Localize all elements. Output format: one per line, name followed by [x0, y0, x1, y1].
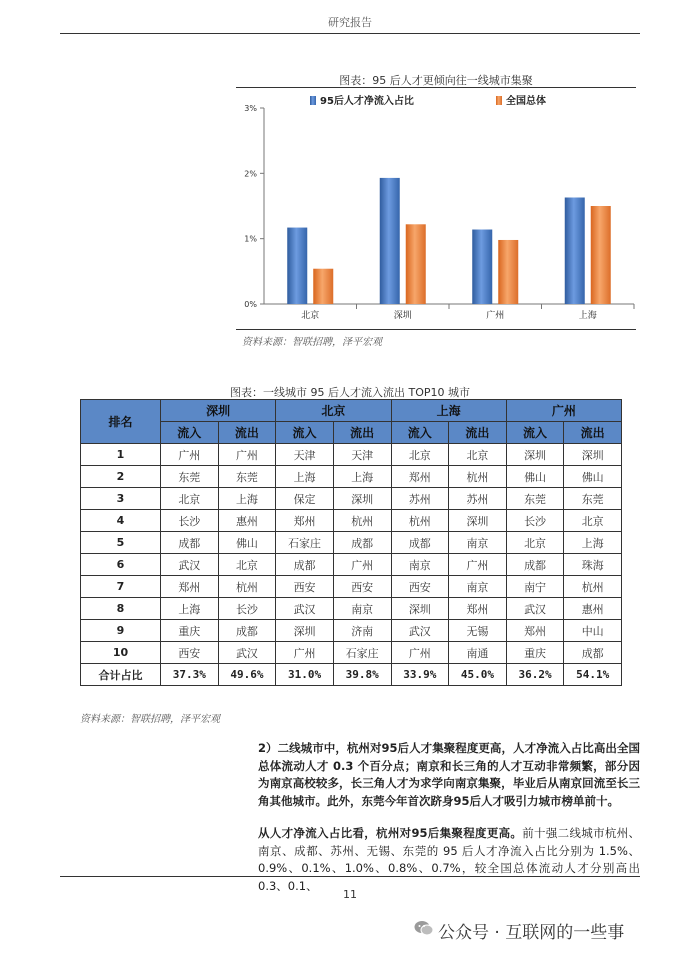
rank-cell: 9 [81, 620, 161, 642]
city-cell: 石家庄 [333, 642, 391, 664]
city-cell: 东莞 [218, 466, 276, 488]
y-tick-label: 1% [244, 234, 257, 244]
city-cell: 保定 [276, 488, 334, 510]
city-cell: 北京 [564, 510, 622, 532]
bar-national-total [591, 206, 611, 304]
city-cell: 广州 [391, 642, 449, 664]
city-cell: 北京 [161, 488, 219, 510]
watermark-text: 公众号 · 互联网的一些事 [438, 923, 625, 943]
city-cell: 深圳 [506, 444, 564, 466]
page-number: 11 [343, 888, 357, 901]
total-share-cell: 45.0% [449, 664, 507, 686]
figure2-source: 资料来源：智联招聘，泽平宏观 [80, 714, 220, 725]
x-tick-label: 北京 [301, 311, 320, 321]
city-cell: 长沙 [506, 510, 564, 532]
city-cell: 上海 [333, 466, 391, 488]
legend-label: 95后人才净流入占比 [320, 96, 414, 107]
rank-header: 排名 [81, 400, 161, 444]
city-cell: 南京 [391, 554, 449, 576]
city-cell: 西安 [391, 576, 449, 598]
table-row [81, 554, 622, 576]
rank-cell: 8 [81, 598, 161, 620]
y-tick-label: 0% [244, 300, 257, 309]
paragraph-1-text: 2）二线城市中，杭州对95后人才集聚程度更高，人才净流入占比高出全国总体流动人才 0.3 个百分点；南京和长三角的人才互动非常频繁，部分因为南京高校较多，长三角人才为求学向南京集聚，毕业后从南京回流至长三角其他城市。此外，东莞今年首次跻身95后人才吸引力城市榜单前十。 [258, 741, 640, 808]
sub-header-in: 流入 [161, 422, 219, 444]
rank-cell: 6 [81, 554, 161, 576]
bar-95-net-inflow [287, 228, 307, 304]
city-header-shenzhen: 深圳 [161, 400, 276, 422]
city-cell: 郑州 [161, 576, 219, 598]
city-cell: 长沙 [161, 510, 219, 532]
table-row [81, 532, 622, 554]
paragraph-2-text: 前十强二线城市杭州、南京、成都、苏州、无锡、东莞的 95 后人才净流入占比分别为 1.5%、0.9%、0.1%、1.0%、0.8%、0.7%，较全国总体流动人才分别高出 0.3、0.1、 [258, 826, 640, 893]
city-cell: 中山 [564, 620, 622, 642]
sub-header-out: 流出 [449, 422, 507, 444]
figure1-bar-chart [236, 90, 636, 326]
city-cell: 杭州 [333, 510, 391, 532]
total-share-cell: 54.1% [564, 664, 622, 686]
city-cell: 北京 [449, 444, 507, 466]
rank-cell: 2 [81, 466, 161, 488]
city-cell: 成都 [333, 532, 391, 554]
city-cell: 上海 [276, 466, 334, 488]
city-cell: 惠州 [564, 598, 622, 620]
figure2-title: 图表：一线城市 95 后人才流入流出 TOP10 城市 [230, 386, 470, 399]
city-header-shanghai: 上海 [391, 400, 506, 422]
city-cell: 天津 [333, 444, 391, 466]
legend-swatch [496, 96, 502, 105]
city-cell: 南宁 [506, 576, 564, 598]
city-cell: 北京 [391, 444, 449, 466]
city-cell: 无锡 [449, 620, 507, 642]
total-share-cell: 39.8% [333, 664, 391, 686]
city-cell: 长沙 [218, 598, 276, 620]
city-cell: 深圳 [391, 598, 449, 620]
table-row [81, 510, 622, 532]
header-rule [60, 33, 640, 34]
city-cell: 西安 [276, 576, 334, 598]
city-cell: 南京 [449, 532, 507, 554]
city-header-beijing: 北京 [276, 400, 391, 422]
sub-header-in: 流入 [276, 422, 334, 444]
city-cell: 佛山 [564, 466, 622, 488]
figure1-source: 资料来源：智联招聘，泽平宏观 [242, 337, 382, 348]
table-row [81, 620, 622, 642]
city-cell: 成都 [564, 642, 622, 664]
y-tick-label: 2% [244, 169, 257, 179]
total-label-cell: 合计占比 [81, 664, 161, 686]
city-cell: 广州 [218, 444, 276, 466]
paragraph-2-lead: 从人才净流入占比看，杭州对95后集聚程度更高。 [258, 826, 523, 840]
total-row [81, 664, 622, 686]
city-cell: 重庆 [161, 620, 219, 642]
city-cell: 成都 [506, 554, 564, 576]
city-cell: 南京 [449, 576, 507, 598]
table-row [81, 642, 622, 664]
bar-95-net-inflow [472, 230, 492, 304]
figure1-top-rule [236, 87, 636, 88]
city-cell: 上海 [564, 532, 622, 554]
city-cell: 杭州 [564, 576, 622, 598]
city-cell: 深圳 [276, 620, 334, 642]
table-row [81, 488, 622, 510]
rank-cell: 7 [81, 576, 161, 598]
legend-label: 全国总体 [506, 96, 546, 107]
city-cell: 佛山 [506, 466, 564, 488]
city-cell: 广州 [333, 554, 391, 576]
total-share-cell: 36.2% [506, 664, 564, 686]
city-cell: 深圳 [564, 444, 622, 466]
total-share-cell: 49.6% [218, 664, 276, 686]
city-cell: 成都 [218, 620, 276, 642]
city-cell: 天津 [276, 444, 334, 466]
city-cell: 重庆 [506, 642, 564, 664]
city-cell: 石家庄 [276, 532, 334, 554]
sub-header-out: 流出 [333, 422, 391, 444]
city-header-guangzhou: 广州 [506, 400, 621, 422]
sub-header-in: 流入 [391, 422, 449, 444]
legend-swatch [310, 96, 316, 105]
city-cell: 西安 [161, 642, 219, 664]
city-cell: 武汉 [218, 642, 276, 664]
city-cell: 武汉 [391, 620, 449, 642]
bar-95-net-inflow [565, 198, 585, 304]
sub-header-out: 流出 [218, 422, 276, 444]
city-cell: 郑州 [449, 598, 507, 620]
city-cell: 北京 [218, 554, 276, 576]
city-cell: 成都 [391, 532, 449, 554]
city-flow-table [80, 399, 622, 686]
city-cell: 上海 [218, 488, 276, 510]
rank-cell: 5 [81, 532, 161, 554]
sub-header-in: 流入 [506, 422, 564, 444]
body-paragraph-1 [258, 740, 640, 810]
city-cell: 武汉 [276, 598, 334, 620]
bar-national-total [313, 269, 333, 304]
city-cell: 成都 [161, 532, 219, 554]
city-cell: 武汉 [506, 598, 564, 620]
city-cell: 广州 [449, 554, 507, 576]
city-cell: 上海 [161, 598, 219, 620]
city-cell: 郑州 [391, 466, 449, 488]
city-cell: 广州 [161, 444, 219, 466]
x-tick-label: 深圳 [393, 311, 412, 321]
footer-rule [60, 876, 640, 877]
city-cell: 郑州 [276, 510, 334, 532]
city-cell: 东莞 [161, 466, 219, 488]
bar-national-total [406, 224, 426, 304]
city-cell: 深圳 [449, 510, 507, 532]
city-cell: 武汉 [161, 554, 219, 576]
city-cell: 苏州 [449, 488, 507, 510]
city-cell: 珠海 [564, 554, 622, 576]
city-cell: 深圳 [333, 488, 391, 510]
city-cell: 杭州 [449, 466, 507, 488]
city-cell: 北京 [506, 532, 564, 554]
figure1-title: 图表：95 后人才更倾向往一线城市集聚 [339, 74, 533, 87]
total-share-cell: 31.0% [276, 664, 334, 686]
bar-95-net-inflow [380, 178, 400, 304]
city-cell: 东莞 [506, 488, 564, 510]
city-cell: 西安 [333, 576, 391, 598]
rank-cell: 3 [81, 488, 161, 510]
city-cell: 东莞 [564, 488, 622, 510]
total-share-cell: 37.3% [161, 664, 219, 686]
city-cell: 南通 [449, 642, 507, 664]
table-row [81, 444, 622, 466]
y-tick-label: 3% [244, 104, 257, 113]
city-cell: 苏州 [391, 488, 449, 510]
table-row [81, 466, 622, 488]
city-cell: 佛山 [218, 532, 276, 554]
total-share-cell: 33.9% [391, 664, 449, 686]
x-tick-label: 上海 [578, 311, 597, 321]
city-cell: 济南 [333, 620, 391, 642]
wechat-logo-icon [414, 920, 434, 936]
city-cell: 南京 [333, 598, 391, 620]
report-header-title: 研究报告 [328, 16, 372, 29]
bar-national-total [498, 240, 518, 304]
body-paragraph-2 [258, 825, 640, 895]
table-row [81, 576, 622, 598]
city-cell: 杭州 [218, 576, 276, 598]
city-cell: 杭州 [391, 510, 449, 532]
x-tick-label: 广州 [486, 311, 505, 321]
city-cell: 郑州 [506, 620, 564, 642]
city-cell: 广州 [276, 642, 334, 664]
city-cell: 成都 [276, 554, 334, 576]
table-row [81, 598, 622, 620]
rank-cell: 1 [81, 444, 161, 466]
city-cell: 惠州 [218, 510, 276, 532]
sub-header-out: 流出 [564, 422, 622, 444]
figure1-bottom-rule [236, 329, 636, 330]
rank-cell: 10 [81, 642, 161, 664]
rank-cell: 4 [81, 510, 161, 532]
